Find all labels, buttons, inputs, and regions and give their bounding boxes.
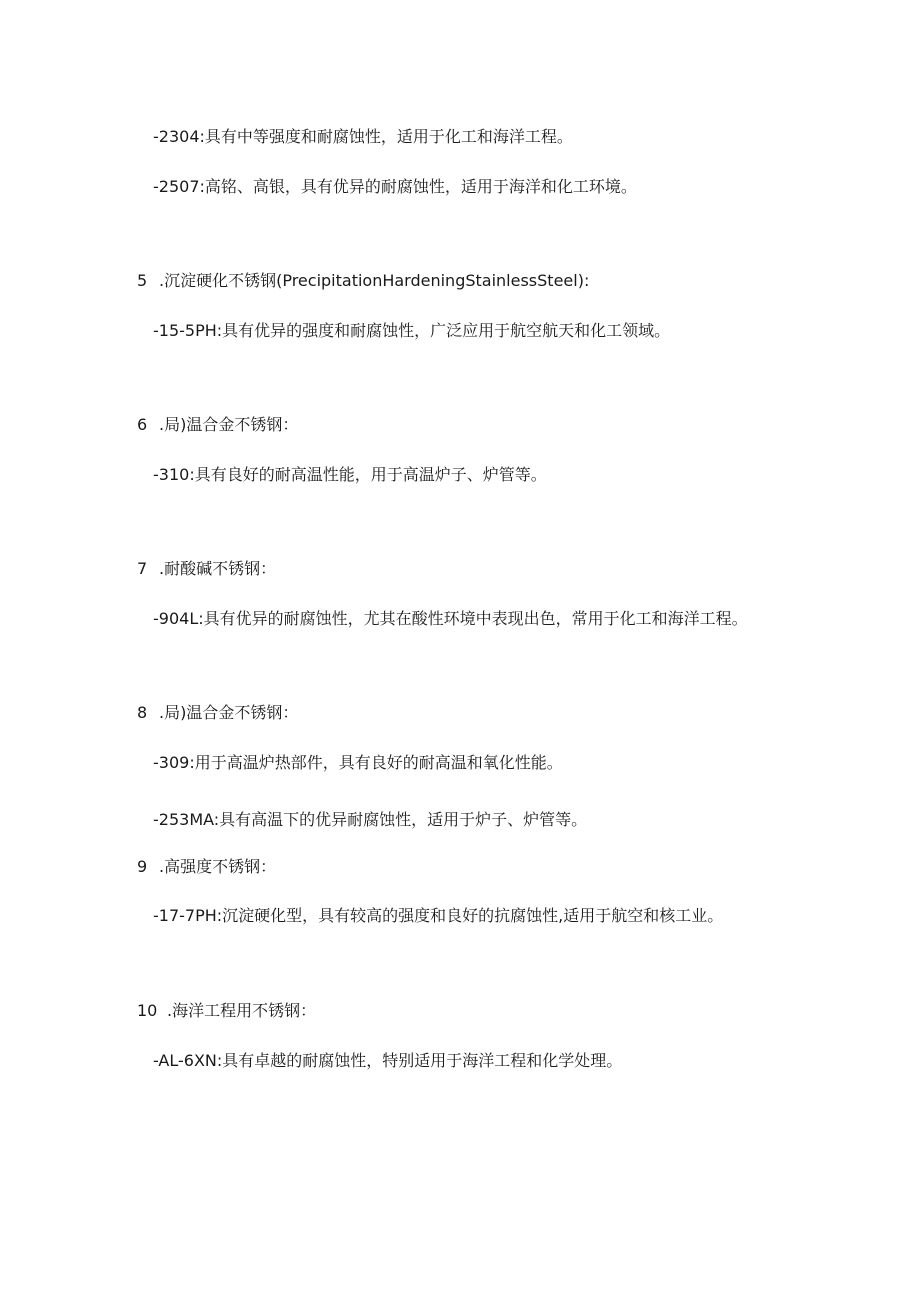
list-item: -904L:具有优异的耐腐蚀性，尤其在酸性环境中表现出色，常用于化工和海洋工程。	[153, 609, 748, 628]
section-title: .局)温合金不锈钢：	[159, 703, 299, 722]
section-number: 6	[137, 415, 148, 434]
section-number: 7	[137, 559, 148, 578]
section-title: .海洋工程用不锈钢：	[167, 1001, 317, 1020]
list-item: -309:用于高温炉热部件，具有良好的耐高温和氧化性能。	[153, 753, 563, 772]
list-item: -17-7PH:沉淀硬化型，具有较高的强度和良好的抗腐蚀性,适用于航空和核工业。	[153, 906, 724, 925]
section-number: 9	[137, 857, 148, 876]
list-item: -253MA:具有高温下的优异耐腐蚀性，适用于炉子、炉管等。	[153, 810, 588, 829]
list-item: -2304:具有中等强度和耐腐蚀性，适用于化工和海洋工程。	[153, 127, 573, 146]
section-heading-9	[137, 857, 276, 877]
section-heading-7	[137, 559, 276, 579]
section-title: .局)温合金不锈钢：	[159, 415, 299, 434]
list-item: -15-5PH:具有优异的强度和耐腐蚀性，广泛应用于航空航天和化工领域。	[153, 321, 671, 340]
section-number: 10	[137, 1001, 158, 1020]
section-number: 8	[137, 703, 148, 722]
list-item: -AL-6XN:具有卓越的耐腐蚀性，特别适用于海洋工程和化学处理。	[153, 1051, 623, 1070]
section-title: .耐酸碱不锈钢：	[159, 559, 277, 578]
section-heading-5	[137, 271, 589, 291]
section-title: .沉淀硬化不锈钢(PrecipitationHardeningStainlessSteel):	[159, 271, 590, 290]
list-item: -2507:高铭、高银，具有优异的耐腐蚀性，适用于海洋和化工环境。	[153, 177, 637, 196]
section-heading-10	[137, 1001, 316, 1021]
section-heading-8	[137, 703, 298, 723]
section-heading-6	[137, 415, 298, 435]
list-item: -310:具有良好的耐高温性能，用于高温炉子、炉管等。	[153, 465, 547, 484]
section-number: 5	[137, 271, 148, 290]
section-title: .高强度不锈钢：	[159, 857, 277, 876]
